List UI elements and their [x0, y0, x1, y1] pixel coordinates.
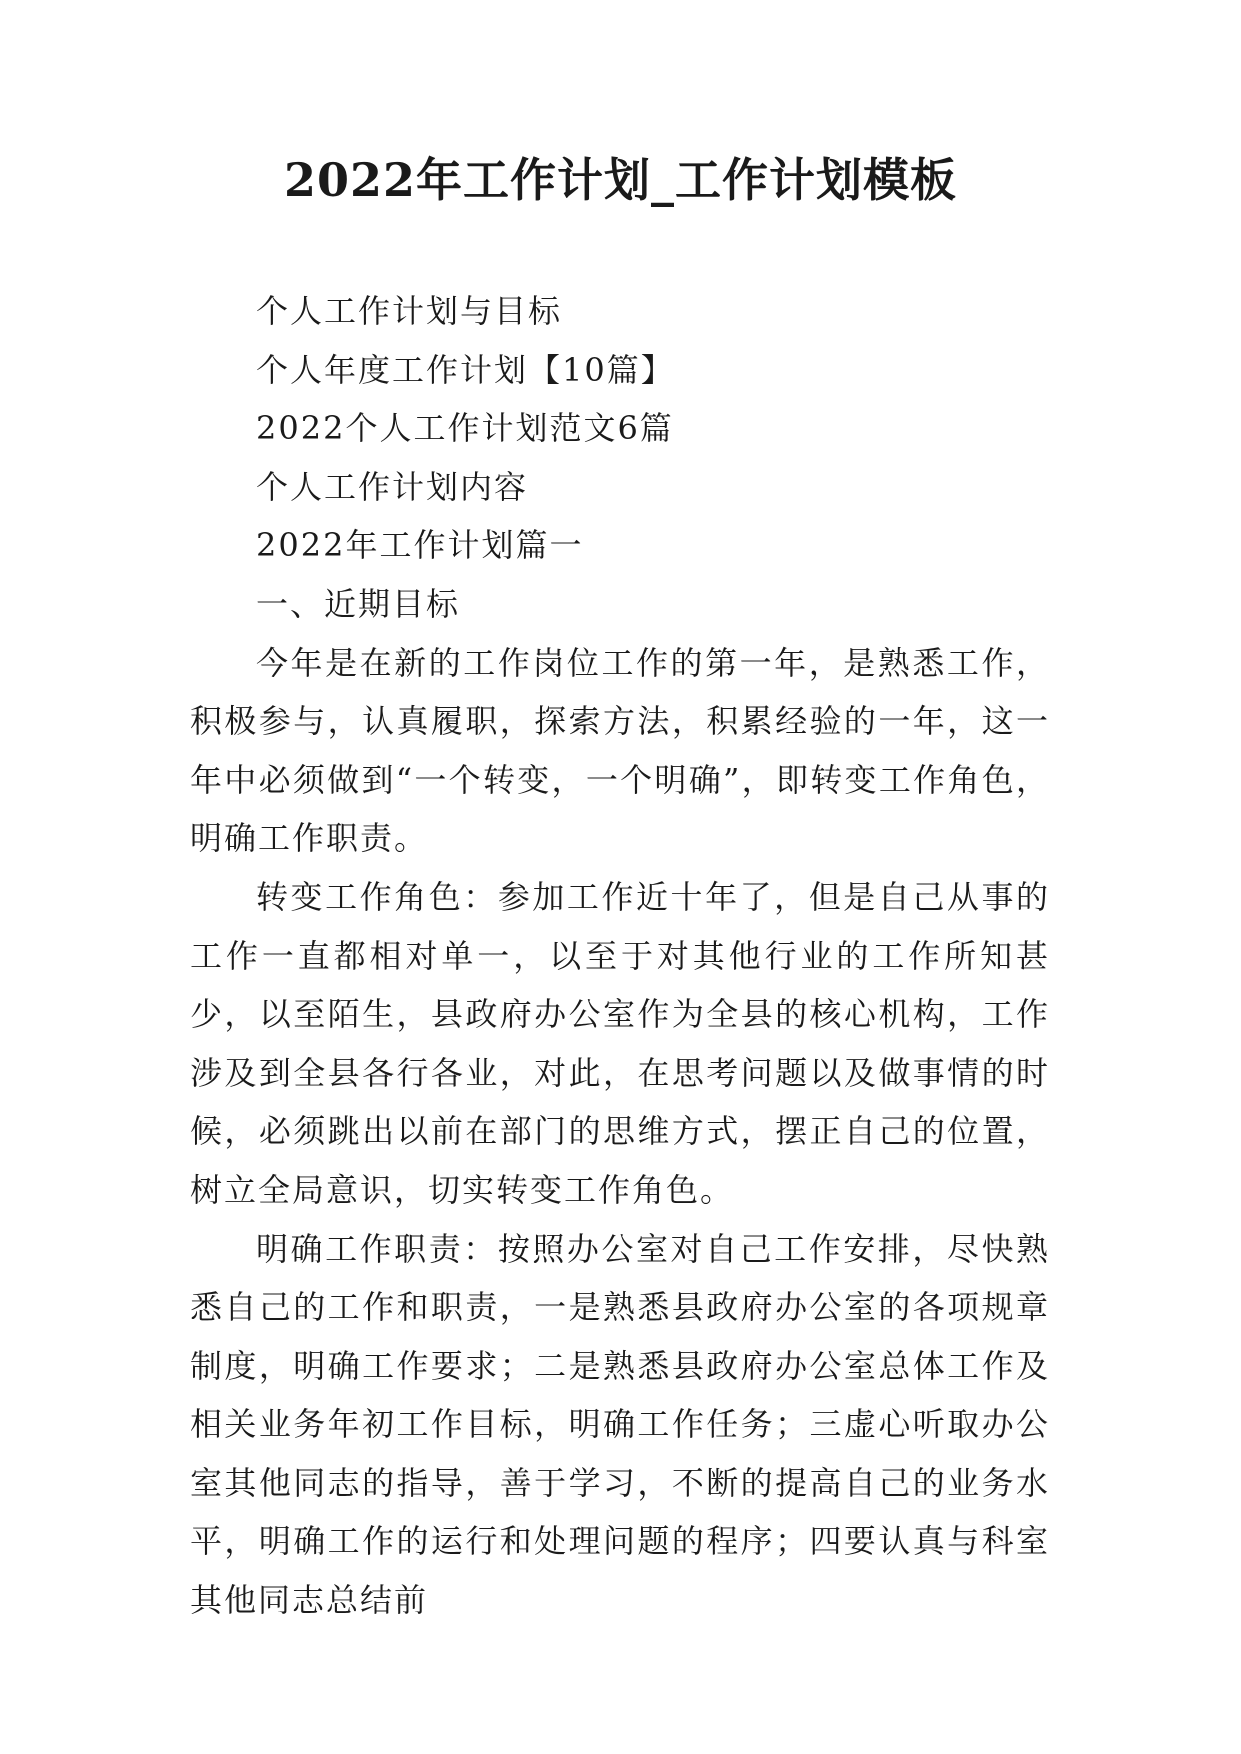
paragraph-role-change: 转变工作角色：参加工作近十年了，但是自己从事的工作一直都相对单一，以至于对其他行业的工作所知甚少，以至陌生，县政府办公室作为全县的核心机构，工作涉及到全县各行各业，对此，在思考问题以及做事情的时候，必须跳出以前在部门的思维方式，摆正自己的位置，树立全局意识，切实转变工作角色。: [190, 877, 1050, 1209]
document-title: 2022年工作计划_工作计划模板: [283, 153, 958, 207]
line-annual-plan: 个人年度工作计划【10篇】: [256, 350, 675, 389]
line-plan-part-one: 2022年工作计划篇一: [256, 526, 584, 565]
line-plan-samples: 2022个人工作计划范文6篇: [256, 409, 674, 448]
line-personal-plan-goals: 个人工作计划与目标: [256, 292, 563, 330]
paragraph-intro: 今年是在新的工作岗位工作的第一年，是熟悉工作，积极参与，认真履职，探索方法，积累经验的一年，这一年中必须做到“一个转变，一个明确”，即转变工作角色，明确工作职责。: [190, 643, 1050, 858]
line-plan-content: 个人工作计划内容: [256, 467, 529, 506]
line-near-term-goals: 一、近期目标: [256, 584, 461, 623]
paragraph-responsibilities: 明确工作职责：按照办公室对自己工作安排，尽快熟悉自己的工作和职责，一是熟悉县政府办公室的各项规章制度，明确工作要求；二是熟悉县政府办公室总体工作及相关业务年初工作目标，明确工作任务；三虚心听取办公室其他同志的指导，善于学习，不断的提高自己的业务水平，明确工作的运行和处理问题的程序；四要认真与科室其他同志总结前: [190, 1229, 1050, 1620]
document-body: [190, 282, 1050, 1630]
